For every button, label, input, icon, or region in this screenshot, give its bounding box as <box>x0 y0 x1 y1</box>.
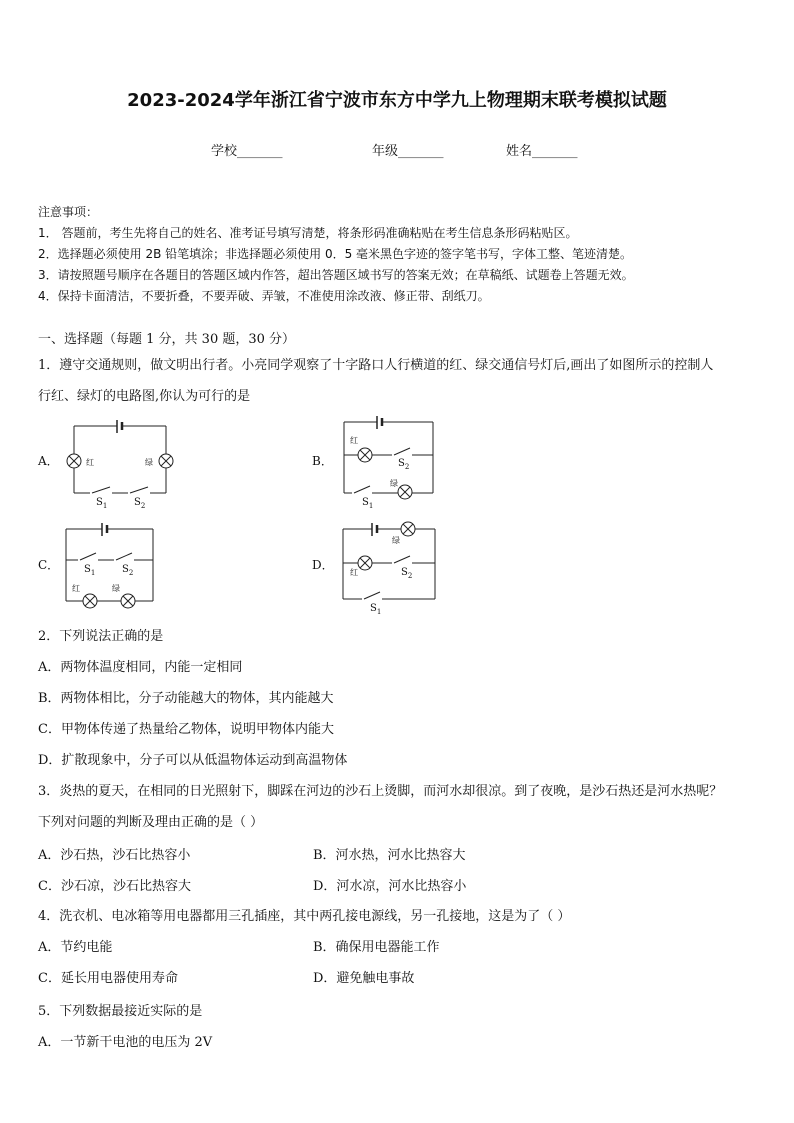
option-b: B．两物体相比，分子动能越大的物体，其内能越大 <box>38 691 334 706</box>
red-label: 红 <box>350 436 358 445</box>
grade-field: 年级_______ <box>372 144 444 159</box>
question-stem: 4．洗衣机、电冰箱等用电器都用三孔插座，其中两孔接电源线，另一孔接地，这是为了（ ） <box>38 909 571 924</box>
notes-heading: 注意事项： <box>38 205 99 219</box>
circuit-d <box>343 522 435 599</box>
note-item: 4．保持卡面清洁，不要折叠，不要弄破、弄皱，不准使用涂改液、修正带、刮纸刀。 <box>38 289 490 303</box>
option-d: D．河水凉，河水比热容小 <box>313 879 467 894</box>
option-c-label: C． <box>38 558 60 572</box>
question-stem: 下列对问题的判断及理由正确的是（ ） <box>38 815 264 830</box>
option-b: B．河水热，河水比热容大 <box>313 848 466 863</box>
name-field: 姓名_______ <box>506 144 578 159</box>
red-label: 红 <box>72 584 80 593</box>
option-a: A．沙石热，沙石比热容小 <box>38 848 191 863</box>
note-item: 2．选择题必须使用 2B 铅笔填涂；非选择题必须使用 0．5 毫米黑色字迹的签字笔书写，字体工整、笔迹清楚。 <box>38 247 633 261</box>
green-label: 绿 <box>112 584 120 593</box>
section-heading: 一、选择题（每题 1 分，共 30 题，30 分） <box>38 332 296 347</box>
option-a: A．一节新干电池的电压为 2V <box>38 1035 213 1050</box>
option-a: A．两物体温度相同，内能一定相同 <box>38 660 243 675</box>
green-label: 绿 <box>392 536 400 545</box>
option-a-label: A． <box>38 454 59 468</box>
question-stem: 1．遵守交通规则，做文明出行者。小亮同学观察了十字路口人行横道的红、绿交通信号灯后,画出了如图所示的控制人 <box>38 358 714 373</box>
option-d-label: D． <box>312 558 334 572</box>
red-label: 红 <box>86 458 94 467</box>
question-stem: 5．下列数据最接近实际的是 <box>38 1004 203 1019</box>
page-title: 2023-2024学年浙江省宁波市东方中学九上物理期末联考模拟试题 <box>127 90 667 111</box>
switch-label: $S_2$ <box>398 458 410 471</box>
option-c: C．甲物体传递了热量给乙物体，说明甲物体内能大 <box>38 722 334 737</box>
option-c: C．延长用电器使用寿命 <box>38 971 178 986</box>
green-label: 绿 <box>390 479 398 488</box>
option-b: B．确保用电器能工作 <box>313 940 440 955</box>
switch-label: $S_2$ <box>122 564 134 577</box>
note-item: 3．请按照题号顺序在各题目的答题区域内作答，超出答题区域书写的答案无效；在草稿纸、试题卷上答题无效。 <box>38 268 634 282</box>
switch-label: $S_1$ <box>370 603 382 616</box>
option-a: A．节约电能 <box>38 940 113 955</box>
circuit-c <box>66 523 153 608</box>
school-field: 学校_______ <box>211 144 283 159</box>
note-item: 1． 答题前，考生先将自己的姓名、准考证号填写清楚，将条形码准确粘贴在考生信息条形码粘贴区。 <box>38 226 578 240</box>
option-c: C．沙石凉，沙石比热容大 <box>38 879 191 894</box>
question-stem: 行红、绿灯的电路图,你认为可行的是 <box>38 389 251 404</box>
option-b-label: B． <box>312 454 333 468</box>
circuit-a <box>67 420 173 493</box>
option-d: D．避免触电事故 <box>313 971 415 986</box>
circuit-figures <box>0 405 794 630</box>
switch-label: $S_2$ <box>401 567 413 580</box>
switch-label: $S_1$ <box>96 497 108 510</box>
question-stem: 3．炎热的夏天，在相同的日光照射下，脚踩在河边的沙石上烫脚，而河水却很凉。到了夜晚，是沙石热还是河水热呢？ <box>38 784 723 799</box>
circuit-b <box>344 416 433 499</box>
green-label: 绿 <box>145 458 153 467</box>
option-d: D．扩散现象中，分子可以从低温物体运动到高温物体 <box>38 753 348 768</box>
switch-label: $S_1$ <box>84 564 96 577</box>
question-stem: 2．下列说法正确的是 <box>38 629 164 644</box>
switch-label: $S_1$ <box>362 497 374 510</box>
red-label: 红 <box>350 568 358 577</box>
switch-label: $S_2$ <box>134 497 146 510</box>
